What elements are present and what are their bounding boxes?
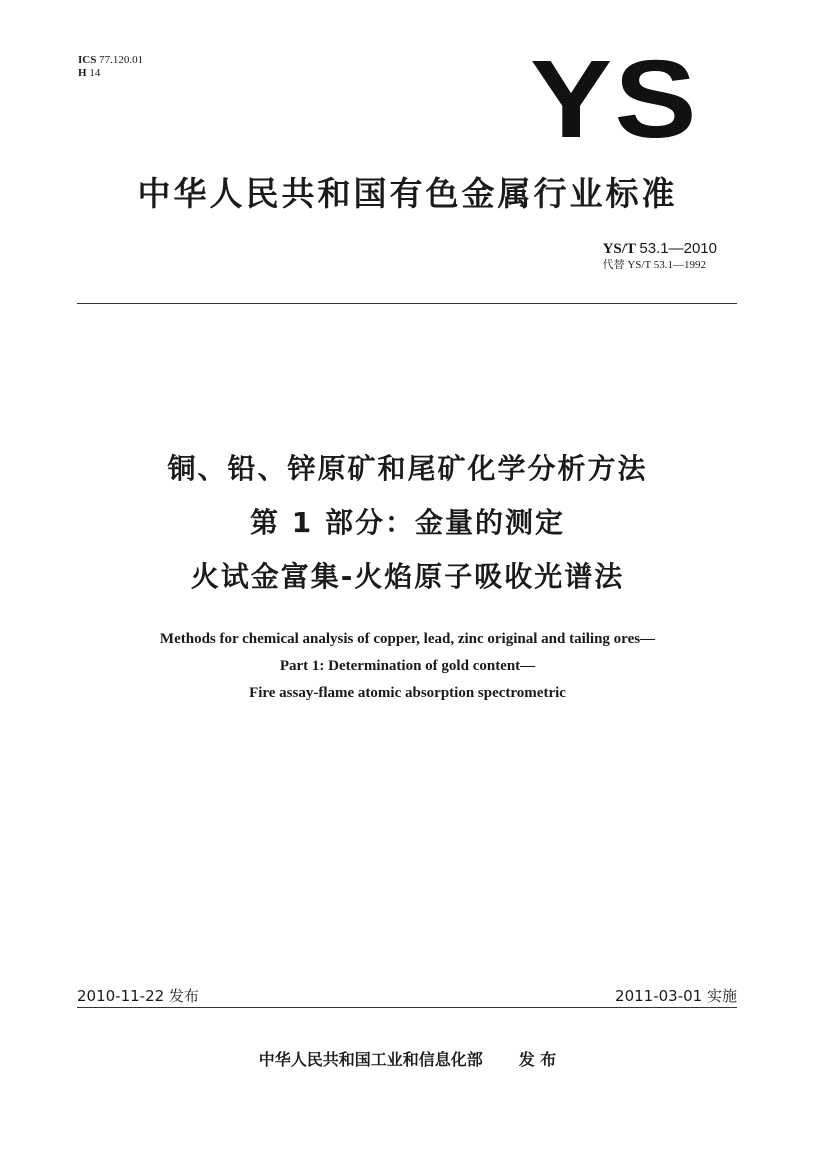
ics-line [78, 54, 143, 67]
issuer [0, 1047, 815, 1070]
classification-codes [78, 54, 143, 80]
replaces-code: 代替 YS/T 53.1—1992 [602, 259, 706, 271]
ys-logo: YS [530, 38, 699, 161]
ccs-code: 14 [89, 67, 101, 79]
ics-code: 77.120.01 [99, 54, 144, 66]
issuer-action: 发 布 [518, 1050, 557, 1069]
implementation-date: 2011-03-01 实施 [615, 987, 737, 1005]
standard-code-prefix: YS/T [602, 241, 636, 257]
en-title-line-2: Part 1: Determination of gold content— [279, 658, 536, 674]
en-title-line-1: Methods for chemical analysis of copper, lead, zinc original and tailing ores— [159, 631, 656, 647]
zh-title-line-3: 火试金富集-火焰原子吸收光谱法 [190, 560, 625, 593]
ccs-label: H [78, 67, 87, 79]
zh-title-line-2: 第 1 部分：金量的测定 [250, 506, 565, 539]
ics-label: ICS [78, 54, 97, 66]
ccs-line [78, 67, 143, 80]
standard-code-number: 53.1—2010 [639, 240, 717, 257]
standard-code-block [603, 240, 717, 272]
en-title-line-3: Fire assay-flame atomic absorption spectrometric [249, 685, 566, 701]
bottom-divider [77, 1007, 737, 1008]
zh-title-line-1: 铜、铅、锌原矿和尾矿化学分析方法 [167, 452, 648, 485]
issuer-name: 中华人民共和国工业和信息化部 [258, 1050, 483, 1069]
issue-date: 2010-11-22 发布 [77, 987, 199, 1005]
standard-code [603, 240, 717, 258]
top-divider [77, 303, 737, 304]
standard-title: 中华人民共和国有色金属行业标准 [137, 174, 678, 213]
